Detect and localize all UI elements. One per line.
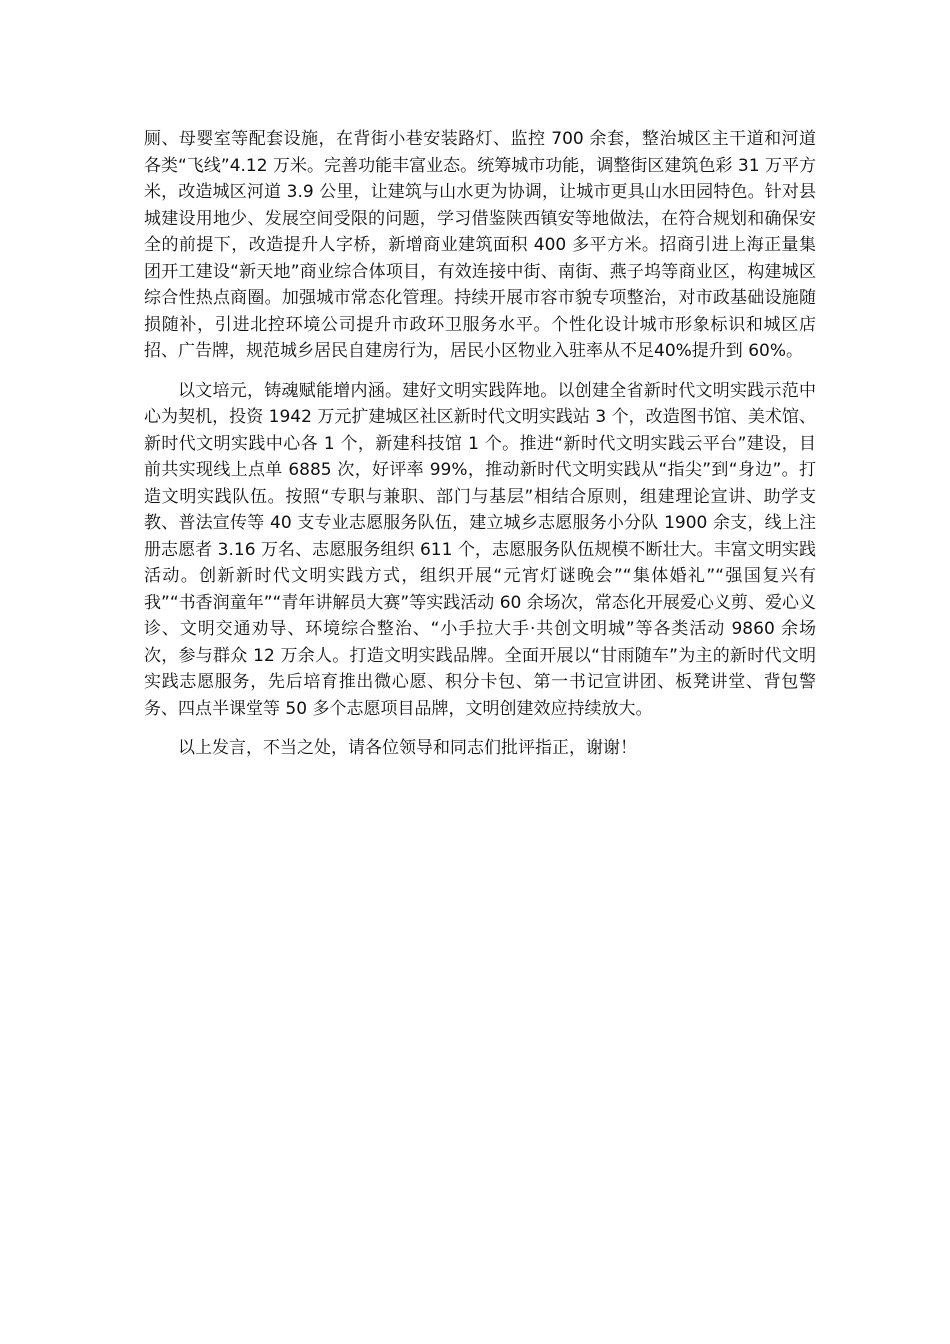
document-body	[144, 126, 816, 775]
paragraph-closing-remarks: 以上发言，不当之处，请各位领导和同志们批评指正，谢谢！	[178, 738, 637, 758]
paragraph-urban-management: 厕、母婴室等配套设施，在背街小巷安装路灯、监控 700 余套，整治城区主干道和河道各类“飞线”4.12 万米。完善功能丰富业态。统筹城市功能，调整街区建筑色彩 31 万平方米，改造城区河道 3.9 公里，让建筑与山水更为协调，让城市更具山水田园特色。针对县城建设用地少、发展空间受限的问题，学习借鉴陕西镇安等地做法，在符合规划和确保安全的前提下，改造提升人字桥，新增商业建筑面积 400 多平方米。招商引进上海正量集团开工建设“新天地”商业综合体项目，有效连接中街、南街、燕子坞等商业区，构建城区综合性热点商圈。加强城市常态化管理。持续开展市容市貌专项整治，对市政基础设施随损随补，引进北控环境公司提升市政环卫服务水平。个性化设计城市形象标识和城区店招、广告牌，规范城乡居民自建房行为，居民小区物业入驻率从不足40%提升到 60%。	[144, 129, 816, 361]
paragraph-civilization-practice: 以文培元，铸魂赋能增内涵。建好文明实践阵地。以创建全省新时代文明实践示范中心为契机，投资 1942 万元扩建城区社区新时代文明实践站 3 个，改造图书馆、美术馆、新时代文明实践中心各 1 个，新建科技馆 1 个。推进“新时代文明实践云平台”建设，目前共实现线上点单 6885 次，好评率 99%，推动新时代文明实践从“指尖”到“身边”。打造文明实践队伍。按照“专职与兼职、部门与基层”相结合原则，组建理论宣讲、助学支教、普法宣传等 40 支专业志愿服务队伍，建立城乡志愿服务小分队 1900 余支，线上注册志愿者 3.16 万名、志愿服务组织 611 个，志愿服务队伍规模不断壮大。丰富文明实践活动。创新新时代文明实践方式，组织开展“元宵灯谜晚会”“集体婚礼”“强国复兴有我”“书香润童年”“青年讲解员大赛”等实践活动 60 余场次，常态化开展爱心义剪、爱心义诊、文明交通劝导、环境综合整治、“小手拉大手·共创文明城”等各类活动 9860 余场次，参与群众 12 万余人。打造文明实践品牌。全面开展以“甘雨随车”为主的新时代文明实践志愿服务，先后培育推出微心愿、积分卡包、第一书记宣讲团、板凳讲堂、背包警务、四点半课堂等 50 多个志愿项目品牌，文明创建效应持续放大。	[144, 380, 816, 719]
